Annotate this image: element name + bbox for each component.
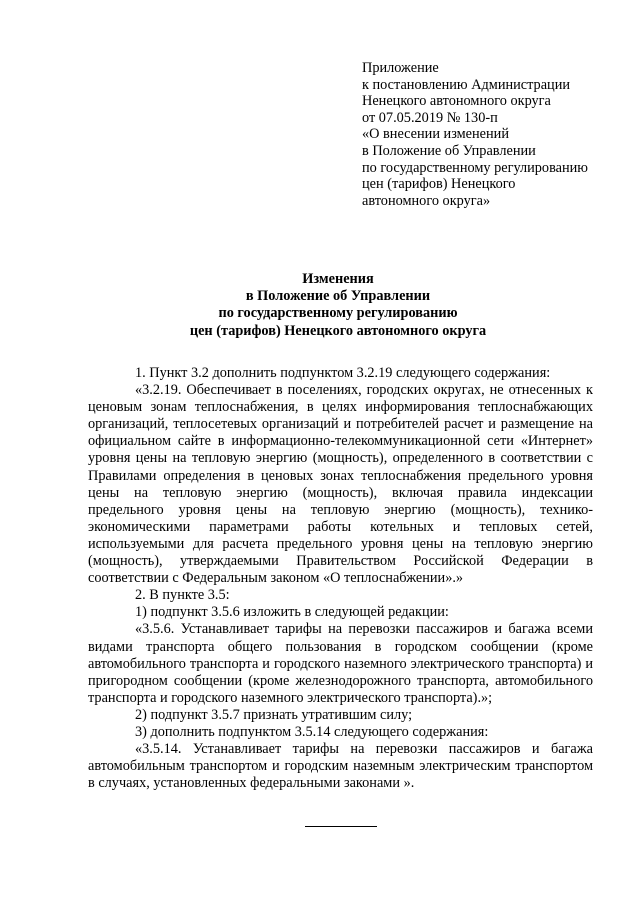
paragraph-subitem-2: 2) подпункт 3.5.7 признать утратившим силу;: [135, 706, 413, 723]
appendix-line: автономного округа»: [362, 192, 491, 209]
paragraph-quote-3-5-6: «3.5.6. Устанавливает тарифы на перевозки пассажиров и багажа всеми видами транспорта общего пользования в городском сообщении (кроме автомобильного транспорта и городского наземного электрического транспорта) и пригородном сообщении (кроме железнодорожного транспорта, автомобильного транспорта и городского наземного электрического транспорта).»;: [88, 621, 593, 706]
appendix-line: по государственному регулированию: [362, 159, 588, 176]
appendix-line: Приложение: [362, 60, 439, 76]
paragraph-quote-3-5-14: «3.5.14. Устанавливает тарифы на перевозки пассажиров и багажа автомобильным транспортом и городским наземным электрическим транспортом в случаях, установленных федеральными законами ».: [88, 741, 593, 792]
paragraph-item-2: 2. В пункте 3.5:: [135, 587, 230, 604]
appendix-line: «О внесении изменений: [362, 126, 509, 143]
document-title: [88, 271, 588, 340]
appendix-block: [362, 60, 632, 209]
appendix-line: в Положение об Управлении: [362, 142, 536, 159]
document-body: [88, 365, 593, 792]
paragraph-item-1: 1. Пункт 3.2 дополнить подпунктом 3.2.19 следующего содержания:: [135, 365, 551, 381]
title-line: в Положение об Управлении: [245, 288, 431, 305]
end-separator-line: [305, 826, 377, 827]
title-line: Изменения: [302, 271, 374, 287]
appendix-line: к постановлению Администрации: [362, 76, 571, 93]
title-line: цен (тарифов) Ненецкого автономного округа: [189, 322, 487, 339]
paragraph-quote-3-2-19: «3.2.19. Обеспечивает в поселениях, городских округах, не отнесенных к ценовым зонам теплоснабжения, в целях информирования теплоснабжающих организаций, теплосетевых организаций и потребителей расчет и размещение на официальном сайте в информационно-телекоммуникационной сети «Интернет» уровня цены на тепловую энергию (мощность), определенного в соответствии с Правилами определения в ценовых зонах теплоснабжения предельного уровня цены на тепловую энергию (мощность), включая правила индексации предельного уровня цены на тепловую энергию (мощность), технико-экономическими параметрами работы котельных и тепловых сетей, используемыми для расчета предельного уровня цены на тепловую энергию (мощность), утверждаемыми Правительством Российской Федерации в соответствии с Федеральным законом «О теплоснабжении».»: [88, 382, 593, 587]
appendix-line: от 07.05.2019 № 130-п: [362, 109, 498, 126]
appendix-line: цен (тарифов) Ненецкого: [362, 176, 516, 193]
appendix-line: Ненецкого автономного округа: [362, 93, 551, 110]
paragraph-subitem-1: 1) подпункт 3.5.6 изложить в следующей редакции:: [135, 604, 449, 621]
paragraph-subitem-3: 3) дополнить подпунктом 3.5.14 следующего содержания:: [135, 723, 489, 740]
title-line: по государственному регулированию: [218, 305, 458, 322]
